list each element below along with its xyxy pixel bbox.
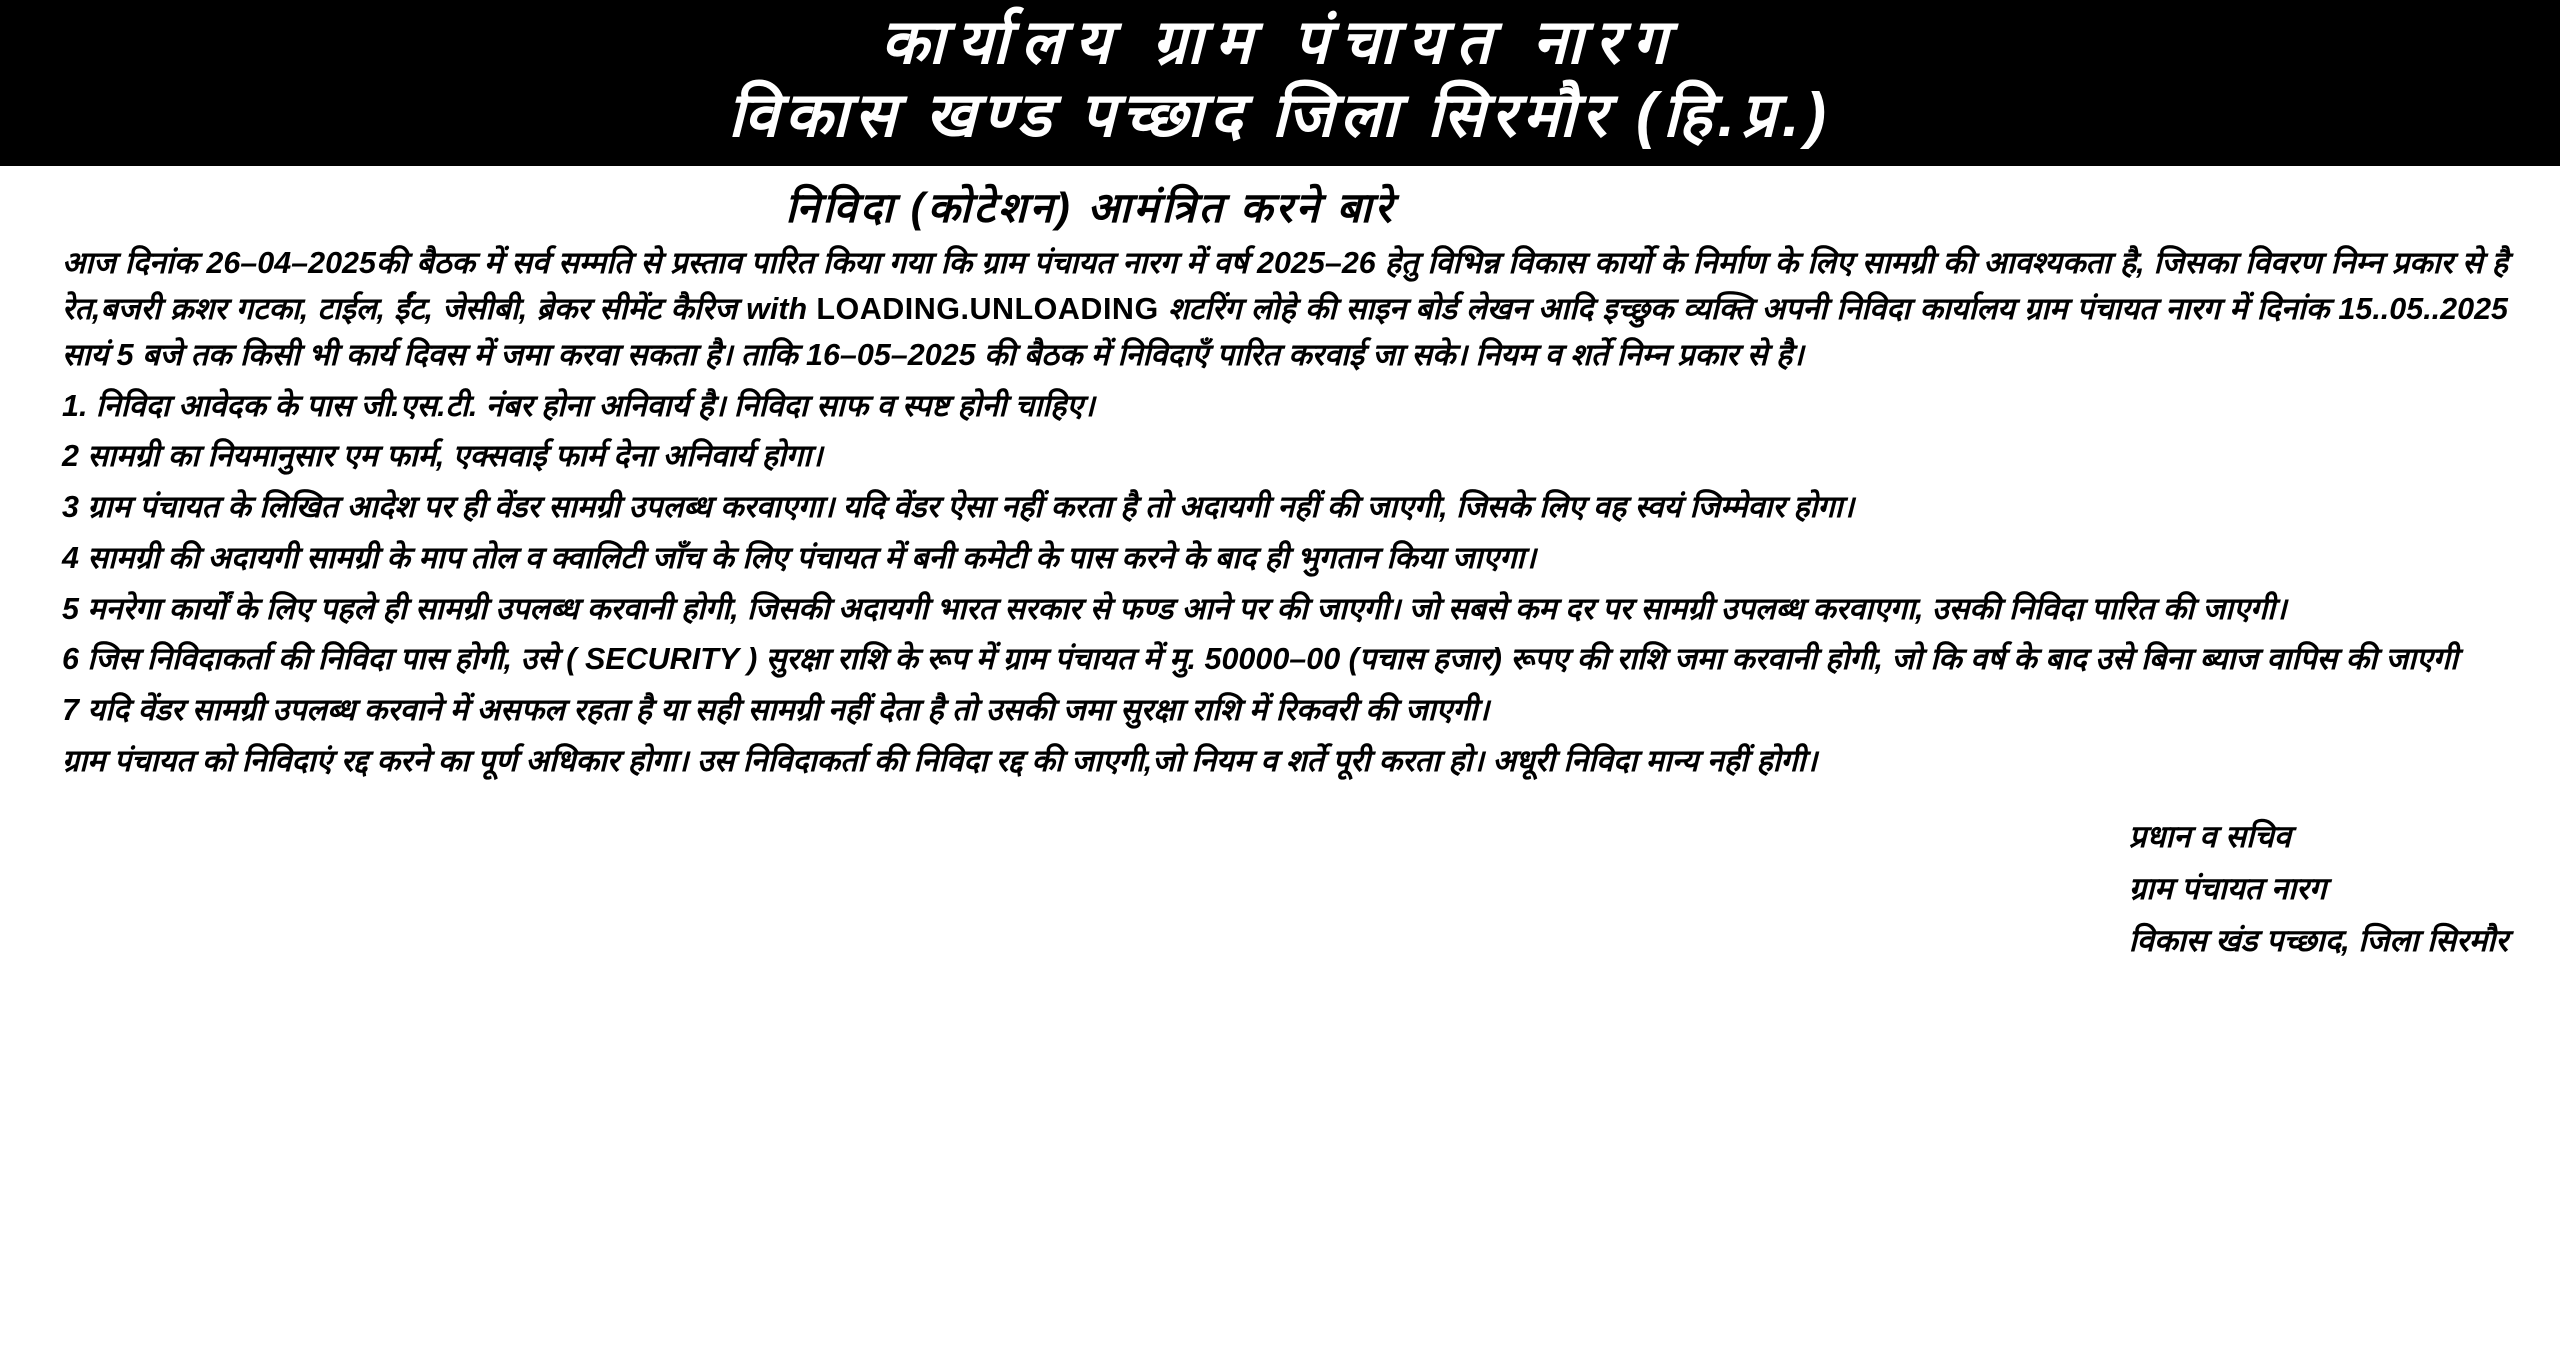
- clause-item-6: [62, 637, 2508, 683]
- document-header-banner: [0, 0, 2560, 166]
- document-subtitle: निविदा (कोटेशन) आमंत्रित करने बारे: [785, 184, 1395, 232]
- clause-6-suffix: ) सुरक्षा राशि के रूप में ग्राम पंचायत में मु. 50000–00 (पचास हजार) रूपए की राशि जमा करवानी होगी, जो कि वर्ष के बाद उसे बिना ब्याज वापिस की जाएगी: [738, 642, 2458, 677]
- loading-unloading-emphasis: LOADING.UNLOADING: [816, 292, 1159, 327]
- signature-inner: [2129, 811, 2508, 967]
- signature-block: [62, 811, 2560, 967]
- signature-designation: प्रधान व सचिव: [2128, 818, 2292, 854]
- intro-part-2: शटरिंग लोहे की साइन बोर्ड लेखन आदि इच्छुक व्यक्ति अपनी निविदा कार्यालय ग्राम पंचायत नारग में दिनांक 15..05..2025 सायं 5 बजे तक किसी भी कार्य दिवस में जमा करवा सकता है। ताकि 16–05–2025 की बैठक में निविदाएँ पारित करवाई जा सके। नियम व शर्ते निम्न प्रकार से है।: [62, 292, 2508, 372]
- clause-item-2: 2 सामग्री का नियमानुसार एम फार्म, एक्सवाई फार्म देना अनिवार्य होगा।: [62, 439, 823, 474]
- clause-item-1: 1. निविदा आवेदक के पास जी.एस.टी. नंबर होना अनिवार्य है। निविदा साफ व स्पष्ट होनी चाहिए।: [62, 388, 1095, 423]
- clause-item-5: 5 मनरेगा कार्यों के लिए पहले ही सामग्री उपलब्ध करवानी होगी, जिसकी अदायगी भारत सरकार से फण्ड आने पर की जाएगी। जो सबसे कम दर पर सामग्री उपलब्ध करवाएगा, उसकी निविदा पारित की जाएगी।: [62, 591, 2287, 626]
- intro-part-1: आज दिनांक 26–04–2025की बैठक में सर्व सम्मति से प्रस्ताव पारित किया गया कि ग्राम पंचायत नारग में वर्ष 2025–26 हेतु विभिन्न विकास कार्यो के निर्माण के लिए सामग्री की आवश्यकता है, जिसका विवरण निम्न प्रकार से है रेत,बजरी क्रशर गटका, टाईल, ईंट, जेसीबी, ब्रेकर सीमेंट कैरिज with: [62, 246, 2508, 327]
- document-body: [0, 241, 2560, 966]
- signature-panchayat: ग्राम पंचायत नारग: [2128, 870, 2327, 906]
- intro-paragraph: [62, 241, 2508, 378]
- header-office-name: कार्यालय ग्राम पंचायत नारग: [880, 8, 1680, 77]
- clause-item-7: 7 यदि वेंडर सामग्री उपलब्ध करवाने में असफल रहता है या सही सामग्री नहीं देता है तो उसकी जमा सुरक्षा राशि में रिकवरी की जाएगी।: [62, 693, 1490, 728]
- signature-block-district: विकास खंड पच्छाद, जिला सिरमौर: [2128, 922, 2508, 958]
- header-block-district: विकास खण्ड पच्छाद जिला सिरमौर (हि.प्र.): [727, 81, 1833, 151]
- closing-paragraph: ग्राम पंचायत को निविदाएं रद्द करने का पूर्ण अधिकार होगा। उस निविदाकर्ता की निविदा रद्द की जाएगी,जो नियम व शर्ते पूरी करता हो। अधूरी निविदा मान्य नहीं होगी।: [62, 743, 1818, 778]
- security-keyword: SECURITY: [584, 642, 739, 677]
- clause-6-prefix: 6 जिस निविदाकर्ता की निविदा पास होगी, उसे (: [62, 642, 585, 677]
- clause-item-4: 4 सामग्री की अदायगी सामग्री के माप तोल व क्वालिटी जाँच के लिए पंचायत में बनी कमेटी के पास करने के बाद ही भुगतान किया जाएगा।: [62, 540, 1536, 575]
- clause-item-3: 3 ग्राम पंचायत के लिखित आदेश पर ही वेंडर सामग्री उपलब्ध करवाएगा। यदि वेंडर ऐसा नहीं करता है तो अदायगी नहीं की जाएगी, जिसके लिए वह स्वयं जिम्मेवार होगा।: [62, 490, 1855, 525]
